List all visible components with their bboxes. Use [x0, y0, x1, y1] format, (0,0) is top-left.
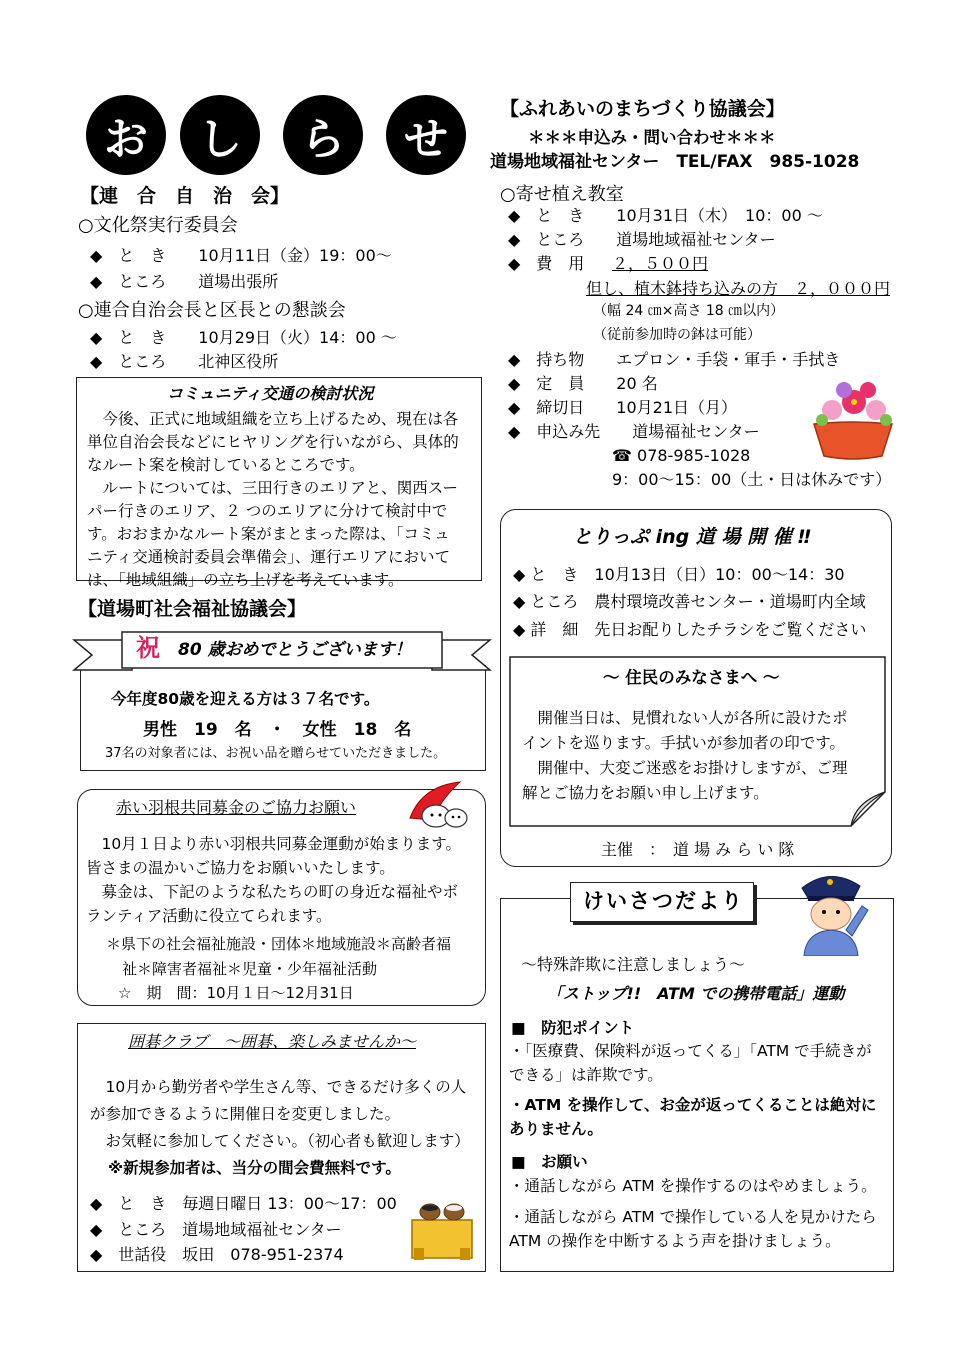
- flower-basket-icon: [804, 376, 902, 462]
- keisatsu-sub2: 「ストップ!! ATM での携帯電話」運動: [547, 984, 845, 1003]
- fureai-contact-title: ＊＊＊申込み・問い合わせ＊＊＊: [528, 128, 776, 147]
- keisatsu-title-tag: [570, 882, 754, 922]
- iwai-kanji: 祝: [136, 634, 160, 662]
- jichikai-heading: 【連 合 自 治 会】: [80, 185, 290, 207]
- atm-line: ・ATM を操作して、お金が返ってくることは絶対に: [509, 1096, 877, 1114]
- bunkasai-tokoro: ◆ ところ 道場出張所: [90, 272, 279, 291]
- banner-circle-ra: [283, 95, 363, 175]
- celebration-line3: 37名の対象者には、お祝い品を贈らせていただきました。: [105, 746, 447, 761]
- akai-hane-list1: ＊県下の社会福祉施設・団体＊地域施設＊高齢者福: [106, 935, 452, 953]
- fureai-heading: 【ふれあいのまちづくり協議会】: [500, 98, 785, 120]
- shakyo-heading: 【道場町社会福祉協議会】: [78, 598, 307, 620]
- yose-hiyou: ２，５００円: [612, 254, 709, 273]
- banner-circle-shi: [180, 95, 260, 175]
- onegai-title: ■ お願い: [511, 1153, 588, 1171]
- yose-tokoro: ◆ ところ 道場地域福祉センター: [508, 230, 776, 249]
- bohan-line: ・「医療費、保険料が返ってくる」「ATM で手続きが: [509, 1042, 872, 1060]
- yose-teiin: ◆ 定 員 20 名: [508, 374, 658, 393]
- atm-line: ありません。: [509, 1120, 603, 1138]
- banner-circle-se: [386, 95, 466, 175]
- community-line: ニティ交通検討委員会準備会」、運行エリアにおいて: [87, 548, 451, 566]
- igo-tokoro: ◆ ところ 道場地域福祉センター: [90, 1220, 342, 1239]
- trip-shosai: ◆ 詳 細 先日お配りしたチラシをご覧ください: [513, 620, 867, 639]
- kondankai-tokoro: ◆ ところ 北神区役所: [90, 352, 279, 371]
- banner-char: ら: [301, 114, 345, 165]
- yose-juzen: （従前参加時の鉢は可能）: [593, 327, 761, 343]
- bunkasai-title: ○文化祭実行委員会: [78, 215, 238, 236]
- notice-line: 開催当日は、見慣れない人が各所に設けたポ: [522, 709, 848, 727]
- akai-hane-line: 皆さまの温かいご協力をお願いいたします。: [86, 859, 395, 877]
- yose-title: ○寄せ植え教室: [500, 184, 624, 205]
- akai-hane-line: 募金は、下記のような私たちの町の身近な福祉やボ: [86, 883, 459, 901]
- yose-size: （幅 24 ㎝×高さ 18 ㎝以内）: [593, 303, 785, 319]
- police-officer-icon: [788, 870, 872, 956]
- fureai-contact: 道場地域福祉センター TEL/FAX 985-1028: [490, 152, 860, 172]
- yose-tadashi: 但し、植木鉢持ち込みの方 ２，０００円: [586, 279, 891, 298]
- ribbon-text: 80 歳おめでとうございます！: [178, 640, 412, 660]
- notice-line: 開催中、大変ご迷惑をお掛けしますが、ご理: [522, 759, 848, 777]
- community-line: なルート案を検討しているところです。: [87, 456, 365, 474]
- banner-char: し: [198, 114, 242, 165]
- bohan-title: ■ 防犯ポイント: [511, 1019, 635, 1037]
- igo-line: 10月から勤労者や学生さん等、できるだけ多くの人: [90, 1078, 467, 1096]
- akai-hane-period: ☆ 期 間：10月１日〜12月31日: [118, 984, 354, 1002]
- bohan-line: できる」は詐欺です。: [509, 1066, 663, 1084]
- igo-sewayaku: ◆ 世話役 坂田 078-951-2374: [90, 1245, 344, 1264]
- onegai-line1: ・通話しながら ATM を操作するのはやめましょう。: [509, 1177, 877, 1195]
- community-line: ルートについては、三田行きのエリアと、関西スー: [87, 479, 458, 497]
- notice-line: イントを巡ります。手拭いが参加者の印です。: [522, 734, 846, 752]
- bunkasai-toki: ◆ と き 10月11日（金）19：00〜: [90, 246, 392, 265]
- akai-hane-title: 赤い羽根共同募金のご協力お願い: [116, 798, 357, 817]
- celebration-line2: 男性 19 名 ・ 女性 18 名: [143, 720, 412, 740]
- trip-toki: ◆ と き 10月13日（日）10：00〜14：30: [513, 565, 845, 584]
- notice-line: 解とご協力をお願い申し上げます。: [522, 784, 769, 802]
- yose-hours: 9：00〜15：00（土・日は休みです）: [612, 470, 892, 489]
- community-line: 単位自治会長などにヒヤリングを行いながら、具体的: [87, 433, 459, 451]
- yose-shimekiri: ◆ 締切日 10月21日（月）: [508, 398, 738, 417]
- trip-title: とりっぷ ing 道 場 開 催 ‼: [573, 526, 811, 548]
- kondankai-title: ○連合自治会長と区長との懇談会: [78, 300, 346, 321]
- red-feather-mascot-icon: [402, 778, 472, 830]
- community-line: パー行きのエリア、２ つのエリアに分けて検討中で: [87, 502, 448, 520]
- yose-mochimono: ◆ 持ち物 エプロン・手袋・軍手・手拭き: [508, 350, 841, 369]
- notice-title: 〜 住民のみなさまへ 〜: [603, 668, 780, 687]
- akai-hane-line: 10月１日より赤い羽根共同募金運動が始まります。: [86, 835, 461, 853]
- trip-host: 主催 ： 道 場 み ら い 隊: [601, 840, 795, 859]
- community-line: 今後、正式に地域組織を立ち上げるため、現在は各: [87, 410, 459, 428]
- yose-moushikomi: ◆ 申込み先 道場福祉センター: [508, 422, 760, 441]
- igo-toki: ◆ と き 毎週日曜日 13：00〜17：00: [90, 1194, 397, 1213]
- banner-char: お: [104, 114, 148, 165]
- yose-tel: ☎ 078-985-1028: [612, 446, 751, 465]
- igo-line: お気軽に参加してください。（初心者も歓迎します）: [90, 1132, 470, 1150]
- onegai2-line: ATM の操作を中断するよう声を掛けましょう。: [509, 1232, 841, 1250]
- keisatsu-sub1: 〜特殊詐欺に注意しましょう〜: [521, 955, 746, 974]
- community-line: は、「地域組織」の立ち上げを考えています。: [87, 571, 404, 589]
- akai-hane-line: ランティア活動に役立てられます。: [86, 907, 332, 925]
- community-transport-box: [76, 377, 482, 589]
- go-board-icon: [408, 1196, 476, 1262]
- igo-title: 囲碁クラブ 〜囲碁、楽しみませんか〜: [128, 1032, 417, 1051]
- igo-notice: ※新規参加者は、当分の間会費無料です。: [108, 1159, 401, 1177]
- celebration-box: [80, 665, 486, 771]
- akai-hane-list2: 祉＊障害者福祉＊児童・少年福祉活動: [122, 960, 378, 978]
- igo-line: が参加できるように開催日を変更しました。: [90, 1105, 401, 1123]
- banner-char: せ: [404, 114, 448, 165]
- yose-toki: ◆ と き 10月31日（木） 10：00 〜: [508, 206, 823, 225]
- keisatsu-title: けいさつだより: [583, 889, 744, 913]
- yose-hiyou-label: ◆ 費 用: [508, 254, 585, 273]
- kondankai-toki: ◆ と き 10月29日（火）14：00 〜: [90, 328, 397, 347]
- banner-circle-o: [86, 95, 166, 175]
- trip-tokoro: ◆ ところ 農村環境改善センター・道場町内全域: [513, 592, 866, 611]
- celebration-line1: 今年度80歳を迎える方は３７名です。: [111, 690, 380, 708]
- community-line: す。おおまかなルート案がまとまった際は、「コミュ: [87, 525, 450, 543]
- community-box-title: コミュニティ交通の検討状況: [167, 384, 374, 403]
- onegai2-line: ・通話しながら ATM で操作している人を見かけたら: [509, 1208, 877, 1226]
